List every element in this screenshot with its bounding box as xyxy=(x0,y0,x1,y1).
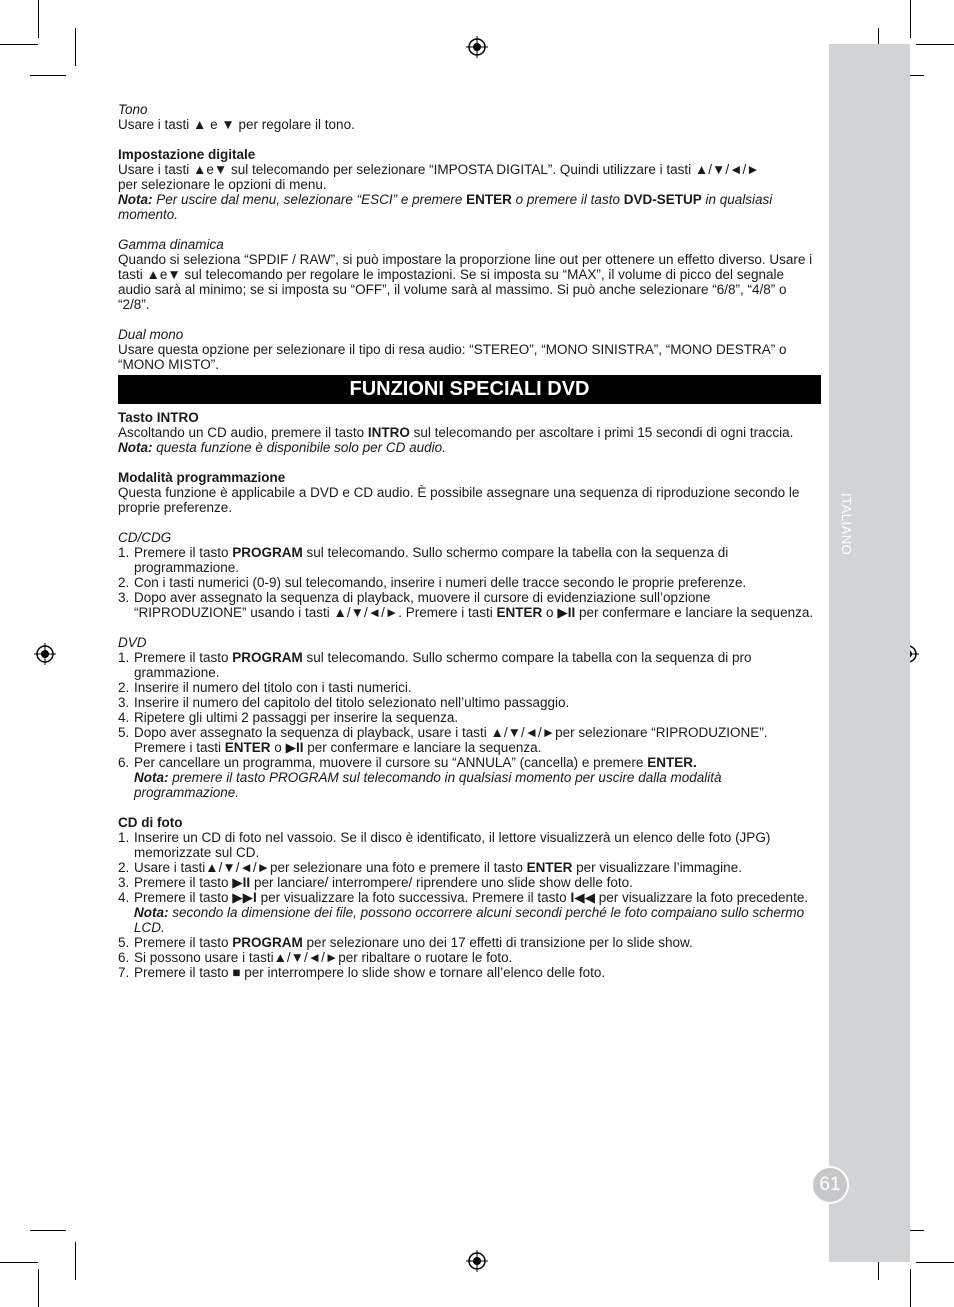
play-pause-icon: ▶II xyxy=(285,740,304,755)
section-title: Dual mono xyxy=(118,327,184,342)
section-title: Tasto INTRO xyxy=(118,410,199,425)
paragraph: Questa funzione è applicabile a DVD e CD audio. È possibile assegnare una sequenza di riproduzione secondo le proprie preferenze. xyxy=(118,485,800,515)
list-item: 2. Con i tasti numerici (0-9) sul telecomando, inserire i numeri delle tracce secondo le proprie preferenze. xyxy=(118,575,747,590)
next-track-icon: ▶▶I xyxy=(232,890,257,905)
language-tab: ITALIANO xyxy=(839,493,854,556)
registration-mark-icon xyxy=(466,1250,488,1272)
list-item: 3. Dopo aver assegnato la sequenza di playback, muovere il cursore di evidenziazione sull’opzione “RIPRODUZIONE” usando i tasti ▲/▼/◄/►. Premere i tasti ENTER o ▶II per confermare e lanciare la sequenza. xyxy=(118,590,814,620)
paragraph: Usare questa opzione per selezionare il tipo di resa audio: “STEREO”, “MONO SINISTRA”, “MONO DESTRA” o “MONO MISTO”. xyxy=(118,342,787,372)
list-item: 2. Inserire il numero del titolo con i tasti numerici. xyxy=(118,680,412,695)
list-item: 1. Premere il tasto PROGRAM sul telecomando. Sullo schermo compare la tabella con la sequenza di pro grammazione. xyxy=(118,650,752,680)
previous-track-icon: I◀◀ xyxy=(570,890,595,905)
section-title: Gamma dinamica xyxy=(118,237,224,252)
paragraph: Usare i tasti ▲ e ▼ per regolare il tono. xyxy=(118,117,355,132)
page-content xyxy=(118,102,818,980)
list-item: 3. Premere il tasto ▶II per lanciare/ interrompere/ riprendere uno slide show delle foto. xyxy=(118,875,633,890)
list-item: 7. Premere il tasto ■ per interrompere lo slide show e tornare all’elenco delle foto. xyxy=(118,965,606,980)
page-number: 61 xyxy=(811,1166,849,1204)
steps-list xyxy=(118,545,818,620)
paragraph: Quando si seleziona “SPDIF / RAW”, si può impostare la proporzione line out per ottenere un effetto diverso. Usare i tasti ▲e▼ sul telecomando per regolare le impostazioni. Se si imposta su “MAX”, il volume di picco del segnale audio sarà al minimo; se si imposta su “OFF”, il volume sarà al massimo. Si può anche selezionare “6/8”, “4/8” o “2/8”. xyxy=(118,252,813,312)
list-item: 5. Dopo aver assegnato la sequenza di playback, usare i tasti ▲/▼/◄/►per selezionare “RIPRODUZIONE”. Premere i tasti ENTER o ▶II per confermare e lanciare la sequenza. xyxy=(118,725,768,755)
steps-list xyxy=(118,650,818,800)
list-item: 6. Per cancellare un programma, muovere il cursore su “ANNULA” (cancella) e premere ENTER. Nota: premere il tasto PROGRAM sul telecomando in qualsiasi momento per uscire dalla modalità programmazione. xyxy=(118,755,722,800)
note: Nota: questa funzione è disponibile solo per CD audio. xyxy=(118,440,446,455)
section-title: Tono xyxy=(118,102,148,117)
paragraph: per selezionare le opzioni di menu. xyxy=(118,177,327,192)
section-title: CD di foto xyxy=(118,815,183,830)
section-title: Modalità programmazione xyxy=(118,470,286,485)
note: Nota: Per uscire dal menu, selezionare “ESCI” e premere ENTER o premere il tasto DVD-SETUP in qualsiasi momento. xyxy=(118,192,773,222)
list-item: 3. Inserire il numero del capitolo del titolo selezionato nell’ultimo passaggio. xyxy=(118,695,570,710)
list-item: 1. Inserire un CD di foto nel vassoio. Se il disco è identificato, il lettore visualizzerà un elenco delle foto (JPG) memorizzate sul CD. xyxy=(118,830,771,860)
list-item: 1. Premere il tasto PROGRAM sul telecomando. Sullo schermo compare la tabella con la sequenza di programmazione. xyxy=(118,545,729,575)
paragraph: Usare i tasti ▲e▼ sul telecomando per selezionare “IMPOSTA DIGITAL”. Quindi utilizzare i tasti ▲/▼/◄/► xyxy=(118,162,760,177)
play-pause-icon: ▶II xyxy=(232,875,251,890)
play-pause-icon: ▶II xyxy=(557,605,576,620)
section-title: DVD xyxy=(118,635,147,650)
chapter-banner: FUNZIONI SPECIALI DVD xyxy=(118,375,821,404)
section-title: CD/CDG xyxy=(118,530,172,545)
registration-mark-icon xyxy=(466,36,488,58)
registration-mark-icon xyxy=(34,643,56,665)
list-item: 4. Ripetere gli ultimi 2 passaggi per inserire la sequenza. xyxy=(118,710,459,725)
section-title: Impostazione digitale xyxy=(118,147,256,162)
list-item: 2. Usare i tasti▲/▼/◄/►per selezionare una foto e premere il tasto ENTER per visualizzare l’immagine. xyxy=(118,860,742,875)
list-item: 4. Premere il tasto ▶▶I per visualizzare la foto successiva. Premere il tasto I◀◀ per visualizzare la foto precedente. Nota: secondo la dimensione dei file, possono occorrere alcuni secondi perché le foto compaiano sullo schermo LCD. xyxy=(118,890,809,935)
list-item: 5. Premere il tasto PROGRAM per selezionare uno dei 17 effetti di transizione per lo slide show. xyxy=(118,935,693,950)
steps-list xyxy=(118,830,818,980)
language-sidebar xyxy=(829,44,910,1262)
paragraph: Ascoltando un CD audio, premere il tasto INTRO sul telecomando per ascoltare i primi 15 secondi di ogni traccia. xyxy=(118,425,794,440)
list-item: 6. Si possono usare i tasti▲/▼/◄/►per ribaltare o ruotare le foto. xyxy=(118,950,513,965)
stop-icon: ■ xyxy=(232,965,241,980)
